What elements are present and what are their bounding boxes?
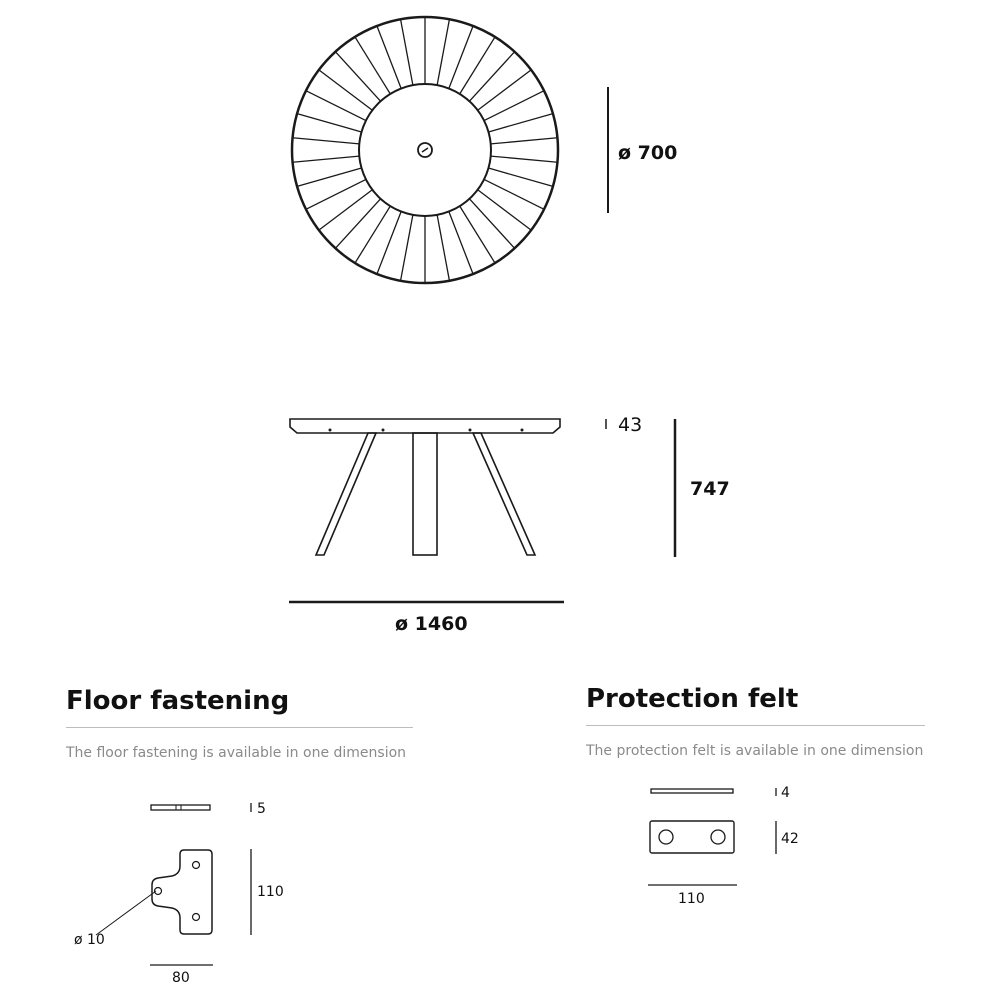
top-detail-dot (469, 429, 472, 432)
top-detail-dot (382, 429, 385, 432)
floor-fastening-drawing (74, 801, 284, 986)
diameter-dimension (608, 87, 677, 213)
floor-fastening-title: Floor fastening (66, 686, 290, 716)
table-side-view (290, 419, 560, 555)
top-detail-dot (521, 429, 524, 432)
protection-felt-title: Protection felt (586, 684, 799, 714)
left-leg (316, 433, 376, 555)
slat-line (437, 19, 449, 85)
fastening-thickness-label: 5 (257, 801, 266, 817)
felt-hole (659, 830, 673, 844)
slat-line (306, 91, 366, 121)
slat-line (469, 52, 514, 102)
slat-line (469, 199, 514, 249)
felt-height-label: 42 (781, 831, 799, 847)
hole-diameter-label: ø 10 (74, 932, 105, 948)
height-label: 747 (690, 478, 730, 500)
table-top-view (292, 17, 558, 283)
felt-pad (650, 821, 734, 853)
slat-line (437, 215, 449, 281)
felt-hole (711, 830, 725, 844)
floor-fastening-description: The floor fastening is available in one dimension (66, 745, 407, 761)
slat-line (297, 114, 361, 132)
top-detail-dot (329, 429, 332, 432)
diameter-label: ø 700 (618, 142, 678, 164)
floor-fastening-divider (66, 727, 413, 728)
slat-line (319, 70, 372, 110)
felt-width-label: 110 (678, 891, 705, 907)
fastening-height-label: 110 (257, 884, 284, 900)
slat-line (401, 215, 413, 281)
center-hole-mark (422, 148, 428, 152)
fastening-hole (193, 862, 200, 869)
slat-line (478, 70, 531, 110)
slat-line (306, 179, 366, 209)
protection-felt-description: The protection felt is available in one dimension (586, 743, 924, 759)
right-leg (473, 433, 535, 555)
slat-line (484, 91, 544, 121)
protection-felt-divider (586, 725, 925, 726)
center-column (413, 433, 437, 555)
fastening-hole (193, 914, 200, 921)
slat-line (488, 114, 552, 132)
hole-leader-line (96, 891, 156, 935)
slat-line (293, 156, 360, 162)
slat-line (335, 52, 380, 102)
slat-line (488, 168, 552, 186)
slat-line (293, 138, 360, 144)
felt-thickness-label: 4 (781, 785, 790, 801)
felt-side-profile (651, 789, 733, 793)
slat-line (491, 156, 558, 162)
slat-line (491, 138, 558, 144)
protection-felt-drawing (648, 785, 799, 907)
slat-line (484, 179, 544, 209)
fastening-width-label: 80 (172, 970, 190, 986)
side-dimensions (289, 414, 730, 635)
top-thickness-label: 43 (618, 414, 643, 436)
slat-line (401, 19, 413, 85)
slat-line (297, 168, 361, 186)
width-label: ø 1460 (395, 613, 468, 635)
slat-line (335, 199, 380, 249)
slat-line (319, 190, 372, 230)
slat-line (478, 190, 531, 230)
